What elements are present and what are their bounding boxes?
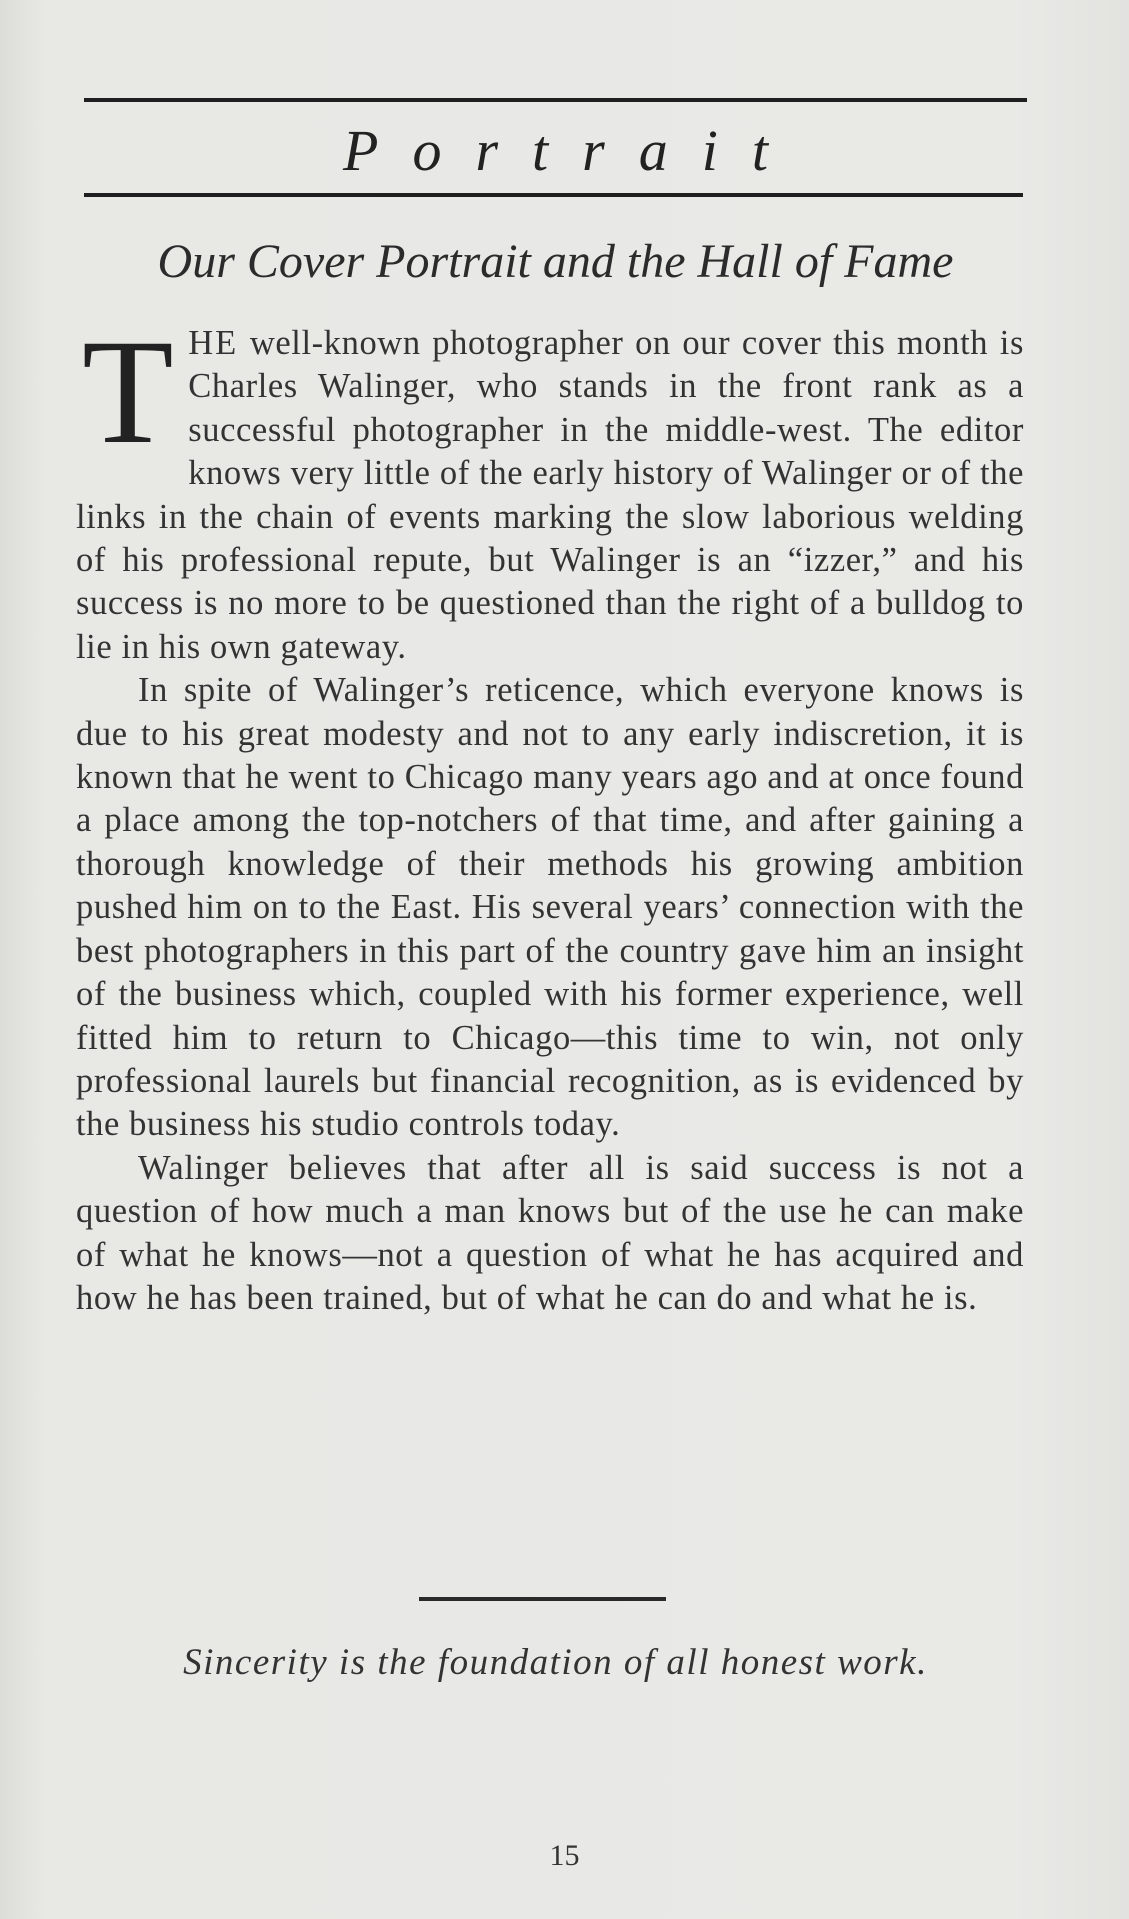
motto: Sincerity is the foundation of all honest work. — [183, 1642, 928, 1683]
header-rule-top — [84, 98, 1027, 102]
paragraph-1 — [76, 309, 1024, 669]
drop-cap: T — [82, 309, 175, 475]
section-title: Portrait — [343, 118, 802, 183]
paragraph-3: Walinger believes that after all is said success is not a question of how much a man knows but of the use he can make of what he knows—not a question of what he has acquired and how he has been trained, but of what he can do and what he is. — [76, 1148, 1024, 1317]
page-number: 15 — [549, 1839, 580, 1872]
first-word-rest: HE — [188, 324, 239, 362]
article-body — [76, 309, 1024, 1320]
article-headline: Our Cover Portrait and the Hall of Fame — [157, 235, 954, 288]
paragraph-2: In spite of Walinger’s reticence, which everyone knows is due to his great modesty and not to any early indiscretion, it is known that he went to Chicago many years ago and at once found a place among the top-notchers of that time, and after gaining a thorough knowledge of their methods his growing ambition pushed him on to the East. His several years’ connection with the best photographers in this part of the country gave him an insight of the business which, coupled with his former experience, well fitted him to return to Chicago—this time to win, not only professional laurels but financial recognition, as is evidenced by the business his studio controls today. — [76, 671, 1024, 1144]
section-divider — [419, 1597, 666, 1601]
paragraph-1-text: well-known photographer on our cover this month is Charles Walinger, who stands in the front rank as a successful photographer in the middle-west. The editor knows very little of the early history of Walinger or of the links in the chain of events marking the slow laborious welding of his professional repute, but Walinger is an “izzer,” and his success is no more to be questioned than the right of a bulldog to lie in his own gateway. — [76, 324, 1024, 666]
header-rule-bottom — [84, 193, 1023, 197]
